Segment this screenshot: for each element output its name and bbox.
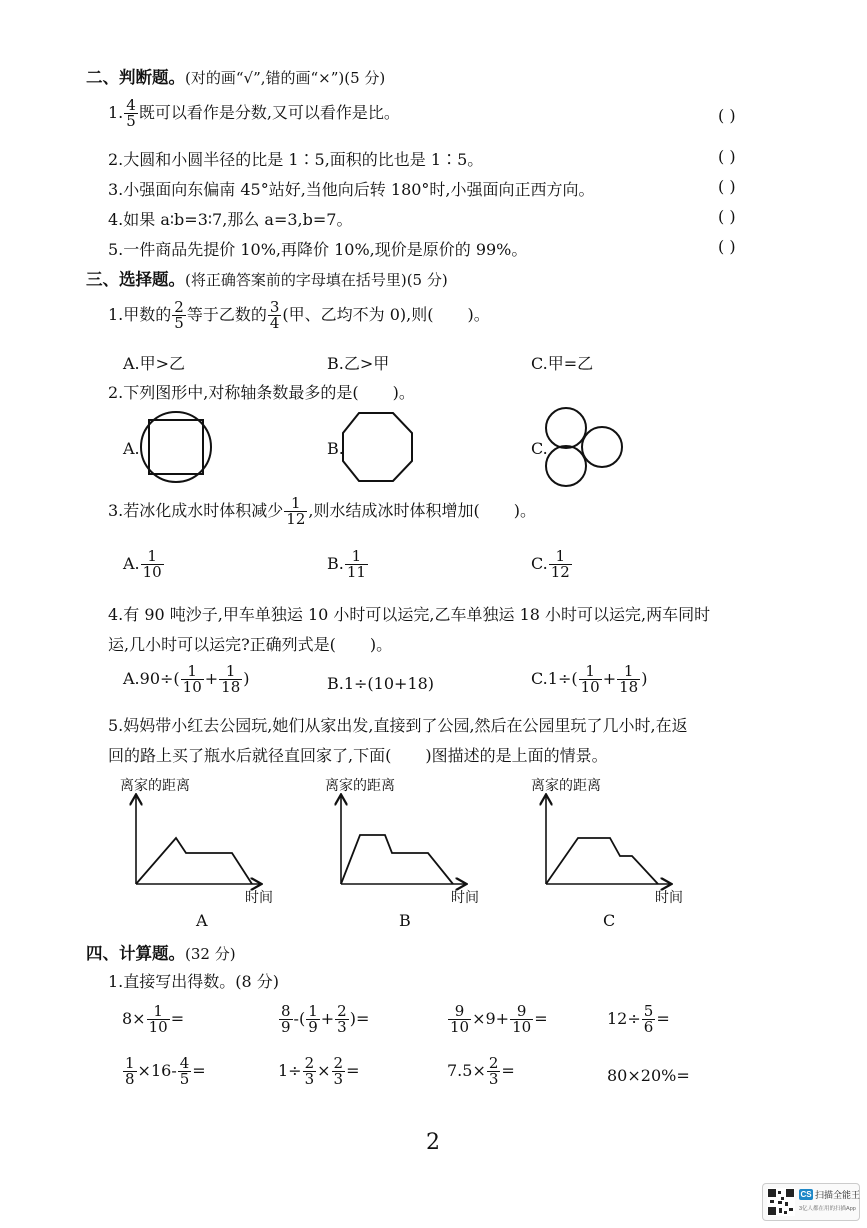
- choice-q5-line2: 回的路上买了瓶水后就径直回家了,下面( )图描述的是上面的情景。: [108, 746, 608, 765]
- graph-a-xlabel: 时间: [245, 890, 273, 906]
- answer-paren[interactable]: ( ): [718, 237, 736, 256]
- calc-expr-2: $\frac{8}{9}$ -( $\frac{1}{9}$ + $\frac{2}{3}$ )=: [281, 1002, 370, 1036]
- section-3-title: 三、选择题。(将正确答案前的字母填在括号里)(5 分): [86, 270, 448, 289]
- calc-expr-1: 8× $\frac{1}{10}$ =: [122, 1002, 185, 1036]
- option-b[interactable]: B.乙>甲: [327, 354, 390, 373]
- fraction: $\frac{2}{5}$: [174, 298, 184, 332]
- option-a[interactable]: A.甲>乙: [123, 354, 186, 373]
- choice-q4-line1: 4.有 90 吨沙子,甲车单独运 10 小时可以运完,乙车单独运 18 小时可以运完,两车同时: [108, 605, 711, 624]
- judge-item-3: 3.小强面向东偏南 45°站好,当他向后转 180°时,小强面向正西方向。: [108, 180, 595, 199]
- option-a[interactable]: A. $\frac{1}{10}$: [123, 547, 162, 581]
- answer-paren[interactable]: ( ): [718, 177, 736, 196]
- judge-item-4: 4.如果 a∶b=3∶7,那么 a=3,b=7。: [108, 210, 353, 229]
- choice-q2: 2.下列图形中,对称轴条数最多的是( )。: [108, 383, 415, 402]
- calc-expr-4: 12÷ $\frac{5}{6}$ =: [607, 1002, 670, 1036]
- calc-expr-6: 1÷ $\frac{2}{3}$ × $\frac{2}{3}$ =: [278, 1054, 360, 1088]
- option-c[interactable]: C.1÷( $\frac{1}{10}$ + $\frac{1}{18}$ ): [531, 662, 648, 696]
- option-b-label[interactable]: B.: [327, 439, 344, 458]
- page-number: 2: [426, 1130, 440, 1155]
- option-b[interactable]: B. $\frac{1}{11}$: [327, 547, 366, 581]
- judge-item-2: 2.大圆和小圆半径的比是 1∶5,面积的比也是 1∶5。: [108, 150, 484, 169]
- graph-b-xlabel: 时间: [451, 890, 479, 906]
- section-4-title: 四、计算题。(32 分): [86, 944, 236, 963]
- badge-subtitle: 3亿人都在用的扫描App: [799, 1206, 856, 1212]
- calc-sub1-title: 1.直接写出得数。(8 分): [108, 972, 280, 991]
- app-logo-icon: CS: [800, 1190, 812, 1199]
- answer-paren[interactable]: ( ): [718, 147, 736, 166]
- answer-paren[interactable]: ( ): [718, 106, 736, 125]
- graph-a: [136, 796, 260, 884]
- graph-c-xlabel: 时间: [655, 890, 683, 906]
- fraction: $\frac{1}{12}$: [286, 494, 306, 528]
- calc-expr-8: 80×20%=: [607, 1066, 690, 1085]
- calc-expr-3: $\frac{9}{10}$ ×9+ $\frac{9}{10}$ =: [450, 1002, 548, 1036]
- graph-b-ylabel: 离家的距离: [325, 778, 395, 794]
- qr-code-icon: [767, 1188, 795, 1216]
- graph-a-ylabel: 离家的距离: [120, 778, 190, 794]
- judge-item-1: 1. $\frac{4}{5}$ 既可以看作是分数,又可以看作是比。: [108, 96, 400, 130]
- calc-expr-7: 7.5× $\frac{2}{3}$ =: [447, 1054, 515, 1088]
- choice-q5-line1: 5.妈妈带小红去公园玩,她们从家出发,直接到了公园,然后在公园里玩了几小时,在返: [108, 716, 688, 735]
- option-c-label[interactable]: C.: [531, 439, 548, 458]
- choice-q1: 1.甲数的 $\frac{2}{5}$ 等于乙数的 $\frac{3}{4}$ (甲、乙均不为 0),则( )。: [108, 298, 490, 332]
- option-c[interactable]: C.甲=乙: [531, 354, 594, 373]
- option-c[interactable]: C. $\frac{1}{12}$: [531, 547, 570, 581]
- option-a-label[interactable]: A.: [123, 439, 140, 458]
- choice-q4-line2: 运,几小时可以运完?正确列式是( )。: [108, 635, 393, 654]
- option-b[interactable]: B.1÷(10+18): [327, 674, 435, 693]
- graph-b-label[interactable]: B: [399, 911, 411, 930]
- choice-q3: 3.若冰化成水时体积减少 $\frac{1}{12}$ ,则水结成冰时体积增加( )。: [108, 494, 536, 528]
- graph-c-ylabel: 离家的距离: [531, 778, 601, 794]
- judge-item-5: 5.一件商品先提价 10%,再降价 10%,现价是原价的 99%。: [108, 240, 528, 259]
- answer-paren[interactable]: ( ): [718, 207, 736, 226]
- calc-expr-5: $\frac{1}{8}$ ×16- $\frac{4}{5}$ =: [125, 1054, 206, 1088]
- section-2-title: 二、判断题。(对的画“√”,错的画“×”)(5 分): [86, 68, 386, 87]
- graph-c: [546, 796, 670, 884]
- graph-b: [341, 796, 465, 884]
- graph-c-label[interactable]: C: [603, 911, 616, 930]
- graph-a-label[interactable]: A: [196, 911, 208, 930]
- badge-title: 扫描全能王: [815, 1190, 861, 1200]
- fraction: $\frac{4}{5}$: [126, 96, 136, 130]
- option-a[interactable]: A.90÷( $\frac{1}{10}$ + $\frac{1}{18}$ ): [123, 662, 250, 696]
- fraction: $\frac{3}{4}$: [269, 298, 280, 332]
- scanner-watermark: [762, 1183, 860, 1221]
